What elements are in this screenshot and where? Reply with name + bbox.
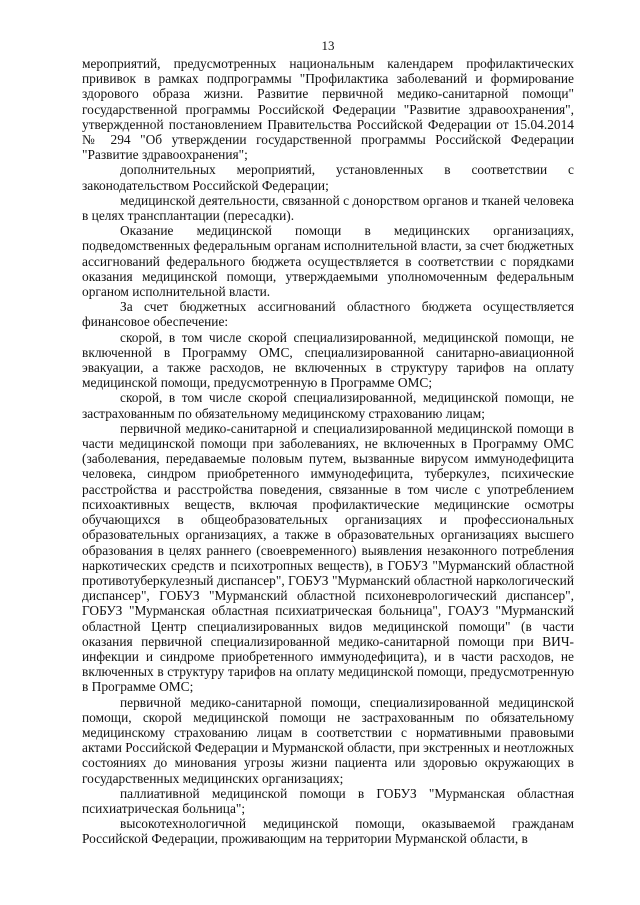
paragraph-vaccination-events: мероприятий, предусмотренных национальным календарем профилактических прививок в рамках подпрограммы "Профилактика заболеваний и формирование здорового образа жизни. Развитие первичной медико-санитарной помощи" государственной программы Российской Федерации "Развитие здравоохранения", утвержденной постановлением Правительства Российской Федерации от 15.04.2014 № 294 "Об утверждении государственной программы Российской Федерации "Развитие здравоохранения"; bbox=[82, 56, 574, 163]
paragraph-organ-donation: медицинской деятельности, связанной с донорством органов и тканей человека в целях трансплантации (пересадки). bbox=[82, 192, 574, 224]
paragraph-additional-events: дополнительных мероприятий, установленных в соответствии с законодательством Российской Федерации; bbox=[82, 162, 574, 193]
paragraph-palliative-care: паллиативной медицинской помощи в ГОБУЗ "Мурманская областная психиатрическая больница"; bbox=[82, 785, 574, 816]
paragraph-uninsured-care: первичной медико-санитарной помощи, специализированной медицинской помощи, скорой медицинской помощи не застрахованным по обязательному медицинскому страхованию лицам в соответствии с нормативными правовыми актами Российской Федерации и Мурманской области, при экстренных и неотложных состояниях до минования угрозы жизни пациента или здоровью окружающих в государственных медицинских организациях; bbox=[82, 694, 574, 786]
paragraph-emergency-uninsured: скорой, в том числе скорой специализированной, медицинской помощи, не застрахованным по обязательному медицинскому страхованию лицам; bbox=[82, 390, 574, 421]
page-number: 13 bbox=[321, 38, 335, 53]
paragraph-regional-budget: За счет бюджетных ассигнований областного бюджета осуществляется финансовое обеспечение: bbox=[82, 299, 574, 330]
paragraph-federal-organizations: Оказание медицинской помощи в медицинских организациях, подведомственных федеральным органам исполнительной власти, за счет бюджетных ассигнований федерального бюджета осуществляется в соответствии с порядками оказания медицинской помощи, утверждаемыми уполномоченным федеральным органом исполнительной власти. bbox=[82, 223, 574, 300]
paragraph-primary-specialized-care: первичной медико-санитарной и специализированной медицинской помощи в части медицинской помощи при заболеваниях, не включенных в Программу ОМС (заболевания, передаваемые половым путем, вызванные вирусом иммунодефицита человека, синдром приобретенного иммунодефицита, туберкулез, психические расстройства и расстройства поведения, связанные в том числе с употреблением психоактивных веществ, включая профилактические медицинские осмотры обучающихся в общеобразовательных организациях и профессиональных образовательных организациях, а также в образовательных организациях высшего образования в целях раннего (своевременного) выявления незаконного потребления наркотических средств и психотропных веществ), в ГОБУЗ "Мурманский областной противотуберкулезный диспансер", ГОБУЗ "Мурманский областной наркологический диспансер", ГОБУЗ "Мурманский областной психоневрологический диспансер", ГОБУЗ "Мурманская областная психиатрическая больница", ГОАУЗ "Мурманский областной Центр специализированных видов медицинской помощи" (в части оказания первичной специализированной медико-санитарной помощи при ВИЧ-инфекции и синдроме приобретенного иммунодефицита), и в части расходов, не включенных в структуру тарифов на оплату медицинской помощи, предусмотренную в Программе ОМС; bbox=[82, 420, 574, 695]
paragraph-emergency-care: скорой, в том числе скорой специализированной, медицинской помощи, не включенной в Программу ОМС, специализированной санитарно-авиационной эвакуации, а также расходов, не включенных в структуру тарифов на оплату медицинской помощи, предусмотренную в Программе ОМС; bbox=[82, 329, 574, 391]
paragraph-high-tech-care: высокотехнологичной медицинской помощи, оказываемой гражданам Российской Федерации, проживающим на территории Мурманской области, в bbox=[82, 816, 574, 847]
